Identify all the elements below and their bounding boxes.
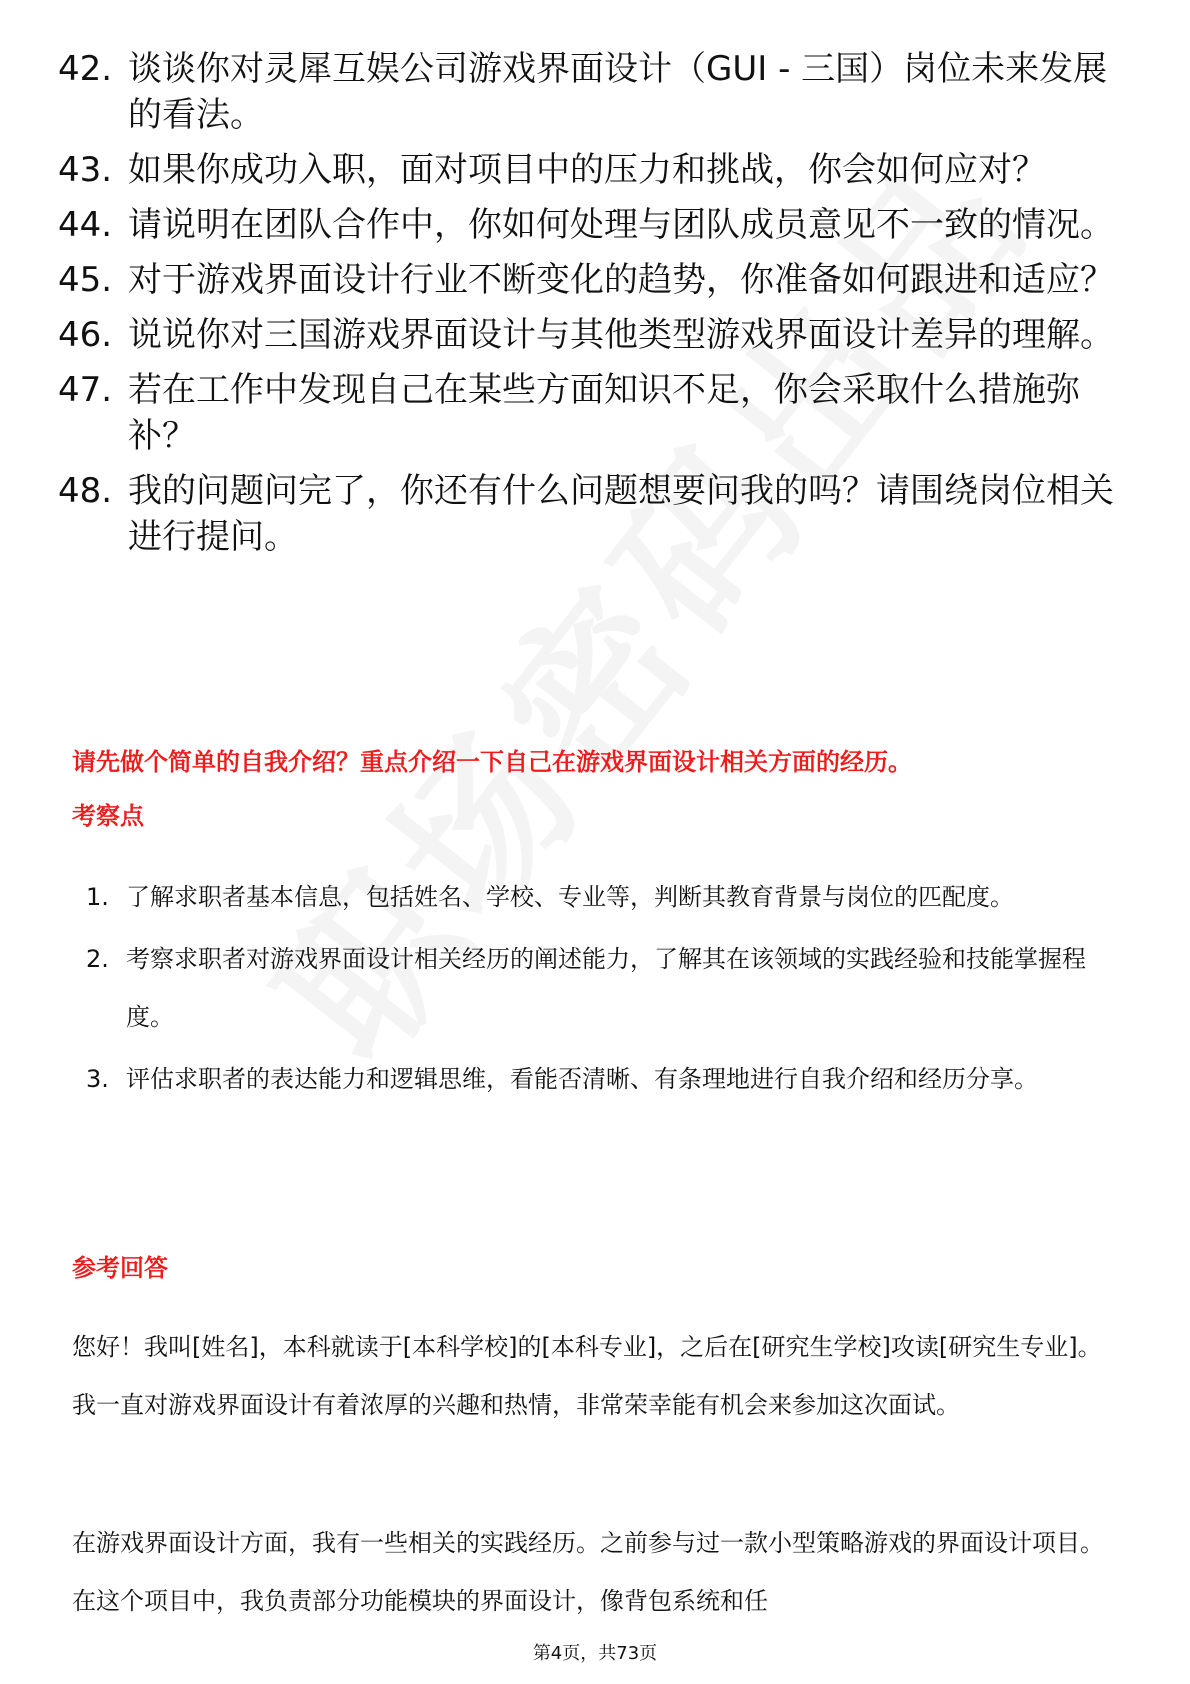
question-number: 45. [58, 260, 113, 300]
examine-point-text: 考察求职者对游戏界面设计相关经历的阐述能力，了解其在该领域的实践经验和技能掌握程度。 [126, 945, 1086, 1031]
question-item [58, 257, 1118, 303]
examine-point-number: 3. [86, 1065, 109, 1093]
question-item [58, 312, 1118, 358]
section-title: 请先做个简单的自我介绍？重点介绍一下自己在游戏界面设计相关方面的经历。 [72, 748, 912, 776]
question-text: 请说明在团队合作中，你如何处理与团队成员意见不一致的情况。 [128, 205, 1114, 245]
question-text: 谈谈你对灵犀互娱公司游戏界面设计（GUI - 三国）岗位未来发展的看法。 [128, 49, 1108, 135]
question-number: 44. [58, 205, 113, 245]
question-item [58, 202, 1118, 248]
question-list [58, 46, 1118, 569]
examine-point-number: 2. [86, 945, 109, 973]
question-text: 我的问题问完了，你还有什么问题想要问我的吗？请围绕岗位相关进行提问。 [128, 471, 1114, 557]
question-text: 若在工作中发现自己在某些方面知识不足，你会采取什么措施弥补？ [128, 370, 1080, 456]
examine-point-text: 评估求职者的表达能力和逻辑思维，看能否清晰、有条理地进行自我介绍和经历分享。 [126, 1065, 1038, 1093]
question-item [58, 367, 1118, 459]
examine-points-list [86, 868, 1116, 1112]
question-text: 说说你对三国游戏界面设计与其他类型游戏界面设计差异的理解。 [128, 315, 1114, 355]
question-number: 48. [58, 471, 113, 511]
question-item [58, 147, 1118, 193]
answer-paragraph: 您好！我叫[姓名]，本科就读于[本科学校]的[本科专业]，之后在[研究生学校]攻读[研究生专业]。我一直对游戏界面设计有着浓厚的兴趣和热情，非常荣幸能有机会来参加这次面试。 [72, 1333, 1102, 1419]
examine-point-number: 1. [86, 883, 109, 911]
question-item [58, 468, 1118, 560]
answer-paragraph: 在游戏界面设计方面，我有一些相关的实践经历。之前参与过一款小型策略游戏的界面设计项目。在这个项目中，我负责部分功能模块的界面设计，像背包系统和任 [72, 1529, 1104, 1615]
examine-title: 考察点 [72, 802, 144, 830]
examine-point-text: 了解求职者基本信息，包括姓名、学校、专业等，判断其教育背景与岗位的匹配度。 [126, 883, 1014, 911]
examine-point-item [86, 1050, 1116, 1108]
question-number: 43. [58, 150, 113, 190]
question-number: 46. [58, 315, 113, 355]
question-text: 如果你成功入职，面对项目中的压力和挑战，你会如何应对？ [128, 150, 1046, 190]
question-number: 42. [58, 49, 113, 89]
question-item [58, 46, 1118, 138]
question-number: 47. [58, 370, 113, 410]
examine-point-item [86, 868, 1116, 926]
page-footer: 第4页，共73页 [532, 1643, 658, 1664]
question-text: 对于游戏界面设计行业不断变化的趋势，你准备如何跟进和适应？ [128, 260, 1114, 300]
examine-point-item [86, 930, 1116, 1046]
reference-title: 参考回答 [72, 1254, 168, 1282]
